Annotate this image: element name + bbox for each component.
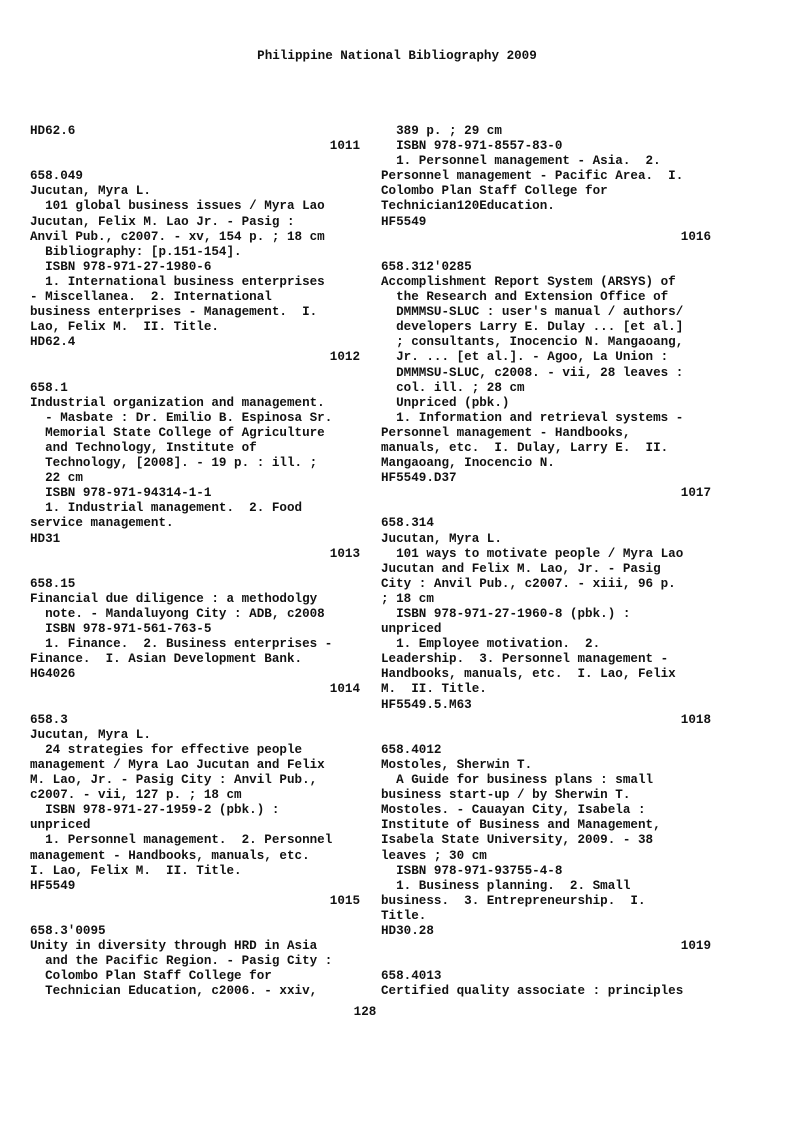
entry-number: 1019	[680, 939, 711, 954]
entry-line: management - Handbooks, manuals, etc.	[30, 848, 310, 863]
entry-line: HD31	[30, 531, 61, 546]
entry-line: Finance. I. Asian Development Bank.	[30, 652, 303, 667]
entry-line: HD30.28	[381, 923, 434, 938]
entry-line: Jucutan, Myra L.	[30, 727, 151, 742]
entry-line: the Research and Extension Office of	[381, 290, 669, 305]
entry-line: 101 ways to motivate people / Myra Lao	[381, 546, 684, 561]
entry-line: col. ill. ; 28 cm	[381, 380, 525, 395]
entry-line: Accomplishment Report System (ARSYS) of	[381, 274, 676, 289]
entry-line: Institute of Business and Management,	[381, 818, 661, 833]
entry-line: ; consultants, Inocencio N. Mangaoang,	[381, 335, 684, 350]
entry-line: business enterprises - Management. I.	[30, 305, 318, 320]
entry-line: 1. Business planning. 2. Small	[381, 878, 631, 893]
entry-line: Industrial organization and management.	[30, 395, 325, 410]
entry-line: note. - Mandaluyong City : ADB, c2008	[30, 607, 325, 621]
entry-line: ISBN 978-971-94314-1-1	[30, 486, 212, 501]
entry-line: M. II. Title.	[381, 682, 487, 697]
entry-number: 1014	[329, 682, 360, 697]
entry-line: unpriced	[381, 622, 442, 637]
entry-line: 1. Finance. 2. Business enterprises -	[30, 637, 333, 652]
entry-line: unpriced	[30, 818, 91, 833]
entry-line: Mostoles. - Cauayan City, Isabela :	[381, 803, 646, 818]
entry-line: 658.15	[30, 576, 76, 591]
entry-line: DMMMSU-SLUC, c2008. - vii, 28 leaves :	[381, 365, 684, 380]
entry-line: Jucutan, Myra L.	[381, 531, 502, 546]
page-header-title: Philippine National Bibliography 2009	[257, 49, 537, 63]
entry-line: Technician120Education.	[381, 199, 555, 214]
entry-number: 1016	[680, 229, 711, 244]
entry-line: HF5549	[381, 214, 427, 229]
entry-line: 1. Industrial management. 2. Food	[30, 501, 303, 516]
entry-line: Isabela State University, 2009. - 38	[381, 833, 654, 848]
entry-line: Leadership. 3. Personnel management -	[381, 652, 669, 667]
entry-line: 1. Information and retrieval systems -	[381, 410, 684, 425]
entry-line: Certified quality associate : principles	[381, 984, 684, 999]
entry-line: business. 3. Entrepreneurship. I.	[381, 893, 646, 908]
entry-spacer	[30, 154, 360, 169]
entry-line: Unity in diversity through HRD in Asia	[30, 939, 318, 954]
entry-number: 1017	[680, 486, 711, 501]
entry-spacer	[30, 562, 360, 577]
entry-line: - Masbate : Dr. Emilio B. Espinosa Sr.	[30, 410, 333, 425]
entry-line: ISBN 978-971-8557-83-0	[381, 139, 563, 154]
entry-line: HG4026	[30, 667, 76, 682]
entry-line: Lao, Felix M. II. Title.	[30, 320, 219, 335]
entry-line: Colombo Plan Staff College for	[381, 184, 608, 199]
entry-line: c2007. - vii, 127 p. ; 18 cm	[30, 788, 242, 803]
entry-line: M. Lao, Jr. - Pasig City : Anvil Pub.,	[30, 773, 318, 788]
entry-line: Financial due diligence : a methodolgy	[30, 591, 318, 606]
entry-line: I. Lao, Felix M. II. Title.	[30, 863, 242, 878]
entry-line: management / Myra Lao Jucutan and Felix	[30, 757, 325, 772]
entry-line: leaves ; 30 cm	[381, 848, 487, 863]
entry-line: Technician Education, c2006. - xxiv,	[30, 984, 318, 999]
entry-line: 1. Personnel management. 2. Personnel	[30, 833, 333, 848]
entry-line: A Guide for business plans : small	[381, 773, 654, 788]
entry-line: 658.1	[30, 380, 68, 395]
entry-number: 1013	[329, 546, 360, 561]
entry-line: 389 p. ; 29 cm	[381, 124, 502, 138]
entry-line: 658.314	[381, 516, 434, 531]
entry-line: Bibliography: [p.151-154].	[30, 244, 242, 259]
entry-line: business start-up / by Sherwin T.	[381, 788, 631, 803]
entry-line: Unpriced (pbk.)	[381, 395, 510, 410]
entry-line: 658.3	[30, 712, 68, 727]
bibliography-right-column	[381, 124, 711, 999]
entry-line: HF5549.5.M63	[381, 697, 472, 712]
entry-line: Jr. ... [et al.]. - Agoo, La Union :	[381, 350, 669, 365]
entry-line: Jucutan and Felix M. Lao, Jr. - Pasig	[381, 561, 661, 576]
entry-line: Title.	[381, 908, 427, 923]
entry-line: Handbooks, manuals, etc. I. Lao, Felix	[381, 667, 676, 682]
entry-line: Colombo Plan Staff College for	[30, 969, 272, 984]
entry-line: HD62.6	[30, 124, 76, 138]
entry-line: ISBN 978-971-93755-4-8	[381, 863, 563, 878]
entry-line: Jucutan, Felix M. Lao Jr. - Pasig :	[30, 214, 295, 229]
entry-line: 658.4012	[381, 742, 442, 757]
entry-line: Jucutan, Myra L.	[30, 184, 151, 199]
entry-line: Memorial State College of Agriculture	[30, 425, 325, 440]
entry-line: Personnel management - Pacific Area. I.	[381, 169, 684, 184]
bibliography-left-column	[30, 124, 360, 999]
entry-line: HF5549	[30, 878, 76, 893]
entry-line: 1. Personnel management - Asia. 2.	[381, 154, 661, 169]
entry-line: ISBN 978-971-561-763-5	[30, 622, 212, 637]
entry-line: and Technology, Institute of	[30, 440, 257, 455]
entry-line: service management.	[30, 516, 174, 531]
entry-spacer	[30, 366, 360, 381]
entry-line: 1. International business enterprises	[30, 274, 325, 289]
entry-line: HF5549.D37	[381, 471, 457, 486]
entry-line: ; 18 cm	[381, 591, 434, 606]
entry-line: manuals, etc. I. Dulay, Larry E. II.	[381, 440, 669, 455]
entry-line: - Miscellanea. 2. International	[30, 290, 272, 305]
entry-number: 1018	[680, 712, 711, 727]
entry-line: DMMMSU-SLUC : user's manual / authors/	[381, 305, 684, 320]
entry-line: 658.049	[30, 169, 83, 184]
entry-line: 24 strategies for effective people	[30, 742, 303, 757]
entry-line: 658.4013	[381, 969, 442, 984]
entry-line: Anvil Pub., c2007. - xv, 154 p. ; 18 cm	[30, 229, 325, 244]
entry-line: and the Pacific Region. - Pasig City :	[30, 954, 333, 969]
entry-spacer	[381, 501, 711, 516]
entry-line: Personnel management - Handbooks,	[381, 425, 631, 440]
entry-number: 1015	[329, 893, 360, 908]
page-number: 128	[353, 1005, 377, 1019]
entry-line: ISBN 978-971-27-1959-2 (pbk.) :	[30, 803, 280, 818]
entry-spacer	[381, 954, 711, 969]
entry-line: Mostoles, Sherwin T.	[381, 757, 533, 772]
entry-line: HD62.4	[30, 335, 76, 350]
entry-line: developers Larry E. Dulay ... [et al.]	[381, 320, 684, 335]
entry-number: 1012	[329, 350, 360, 365]
entry-spacer	[30, 698, 360, 713]
entry-line: Mangaoang, Inocencio N.	[381, 456, 555, 471]
entry-line: 658.312'0285	[381, 259, 472, 274]
entry-line: City : Anvil Pub., c2007. - xiii, 96 p.	[381, 576, 676, 591]
entry-line: ISBN 978-971-27-1980-6	[30, 259, 212, 274]
entry-spacer	[381, 245, 711, 260]
entry-line: 22 cm	[30, 471, 83, 486]
entry-spacer	[30, 909, 360, 924]
entry-spacer	[381, 728, 711, 743]
entry-line: 1. Employee motivation. 2.	[381, 637, 601, 652]
entry-line: 101 global business issues / Myra Lao	[30, 199, 325, 214]
entry-line: Technology, [2008]. - 19 p. : ill. ;	[30, 456, 318, 471]
entry-number: 1011	[329, 139, 360, 154]
entry-line: 658.3'0095	[30, 923, 106, 938]
entry-line: ISBN 978-971-27-1960-8 (pbk.) :	[381, 607, 631, 621]
